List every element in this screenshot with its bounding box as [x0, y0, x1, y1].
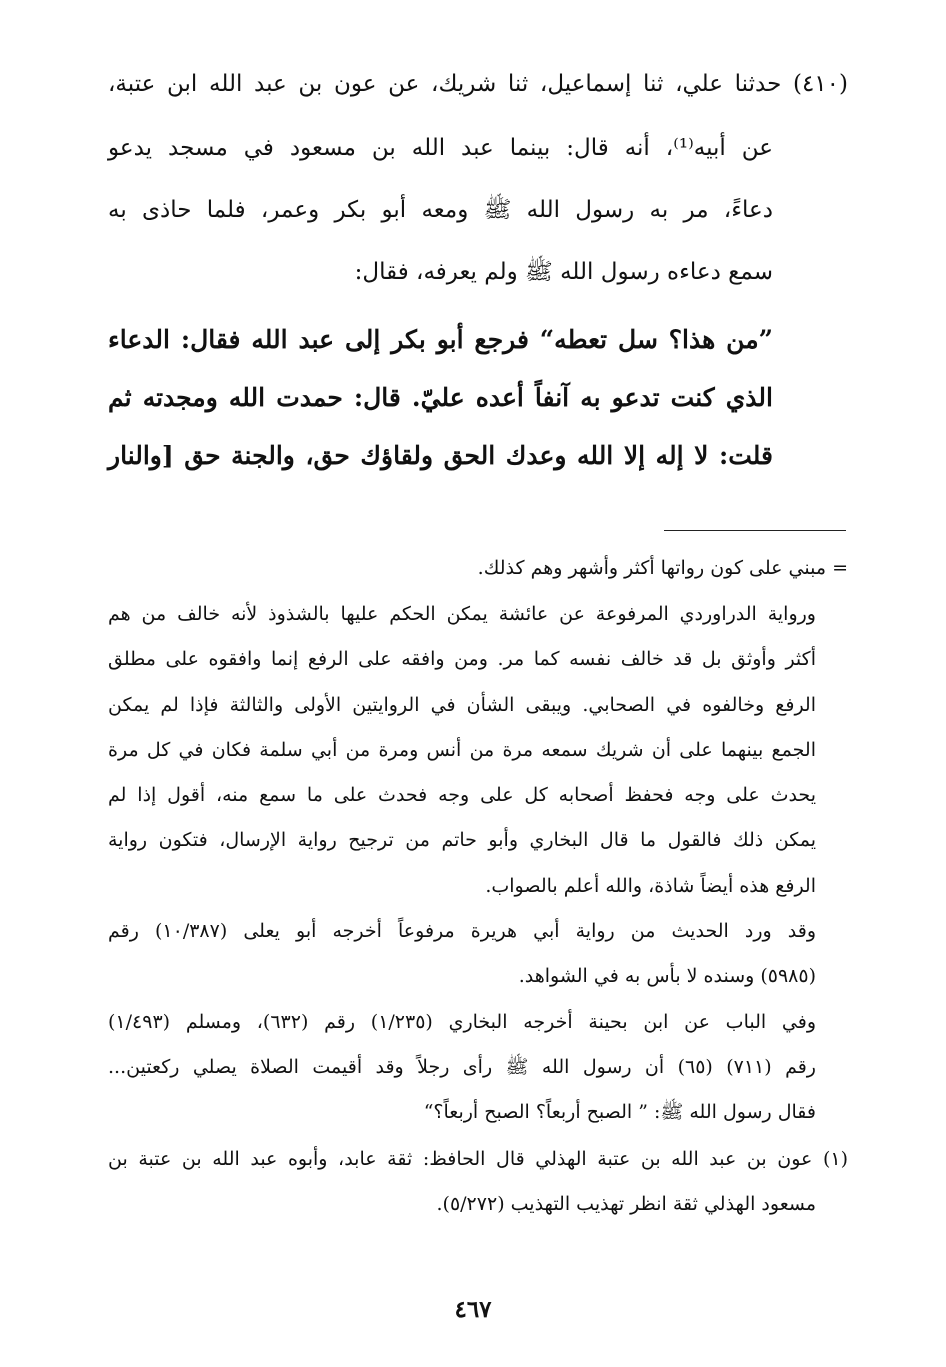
- main-text-line: عن أبيه⁽¹⁾، أنه قال: بينما عبد الله بن مسعود في مسجد يدعو: [108, 135, 773, 161]
- footnote-line: فقال رسول الله ﷺ: ” الصبح أربعاً؟ الصبح أربعاً؟“: [423, 1101, 816, 1123]
- main-text-line: (٤١٠) حدثنا علي، ثنا إسماعيل، ثنا شريك، عن عون بن عبد الله ابن عتبة،: [108, 71, 848, 97]
- main-text-line: دعاءً، مر به رسول الله ﷺ ومعه أبو بكر وعمر، فلما حاذى به: [108, 197, 773, 223]
- main-text-line: سمع دعاءه رسول الله ﷺ ولم يعرفه، فقال:: [354, 259, 773, 285]
- footnote-line: وقد ورد الحديث من رواية أبي هريرة مرفوعاً أخرجه أبو يعلى (١٠/٣٨٧) رقم: [108, 920, 816, 942]
- footnote-line: وفي الباب عن ابن بحينة أخرجه البخاري (١/٢٣٥) رقم (٦٣٢)، ومسلم (١/٤٩٣): [108, 1011, 816, 1033]
- footnote-line: يحدث على وجه فحفظ أصحابه كل على وجه فحدث على ما سمع منه، أقول إذا لم: [108, 784, 816, 806]
- footnote-line: مسعود الهذلي ثقة انظر تهذيب التهذيب (٥/٢٧٢).: [436, 1193, 816, 1215]
- quote-text-line: ”من هذا؟ سل تعطه“ فرجع أبو بكر إلى عبد الله فقال: الدعاء: [108, 325, 773, 354]
- footnote-line: (١) عون بن عبد الله بن عتبة الهذلي قال الحافظ: ثقة عابد، وأبوه عبد الله بن عتبة بن: [108, 1148, 848, 1170]
- footnote-line: الرفع هذه أيضاً شاذة، والله أعلم بالصواب.: [485, 875, 816, 897]
- footnote-line: = مبني على كون رواتها أكثر وأشهر وهم كذلك.: [477, 557, 848, 579]
- footnote-line: رقم (٧١١) (٦٥) أن رسول الله ﷺ رأى رجلاً وقد أقيمت الصلاة يصلي ركعتين...: [108, 1056, 816, 1078]
- footnote-line: (٥٩٨٥) وسنده لا بأس به في الشواهد.: [518, 965, 816, 987]
- footnote-line: ورواية الدراوردي المرفوعة عن عائشة يمكن الحكم عليها بالشذوذ لأنه خالف من هم: [108, 603, 816, 625]
- footnote-line: الجمع بينهما على أن شريك سمعه مرة من أنس ومرة من أبي سلمة فكان في كل مرة: [108, 739, 816, 761]
- quote-text-line: قلت: لا إله إلا الله وعدك الحق ولقاؤك حق، والجنة حق [والنار: [108, 441, 773, 470]
- footnote-separator: [664, 530, 846, 531]
- page-number: ٤٦٧: [454, 1296, 492, 1323]
- footnote-line: يمكن ذلك فالقول ما قال البخاري وأبو حاتم من ترجيح رواية الإرسال، فتكون رواية: [108, 829, 816, 851]
- footnote-line: أكثر وأوثق بل قد خالف نفسه كما مر. ومن وافقه على الرفع إنما وافقوه على مطلق: [108, 648, 816, 670]
- quote-text-line: الذي كنت تدعو به آنفاً أعده عليّ. قال: حمدت الله ومجدته ثم: [108, 383, 773, 412]
- footnote-line: الرفع وخالفوه في الصحابي. ويبقى الشأن في الروايتين الأولى والثالثة فإذا لم يمكن: [108, 694, 816, 716]
